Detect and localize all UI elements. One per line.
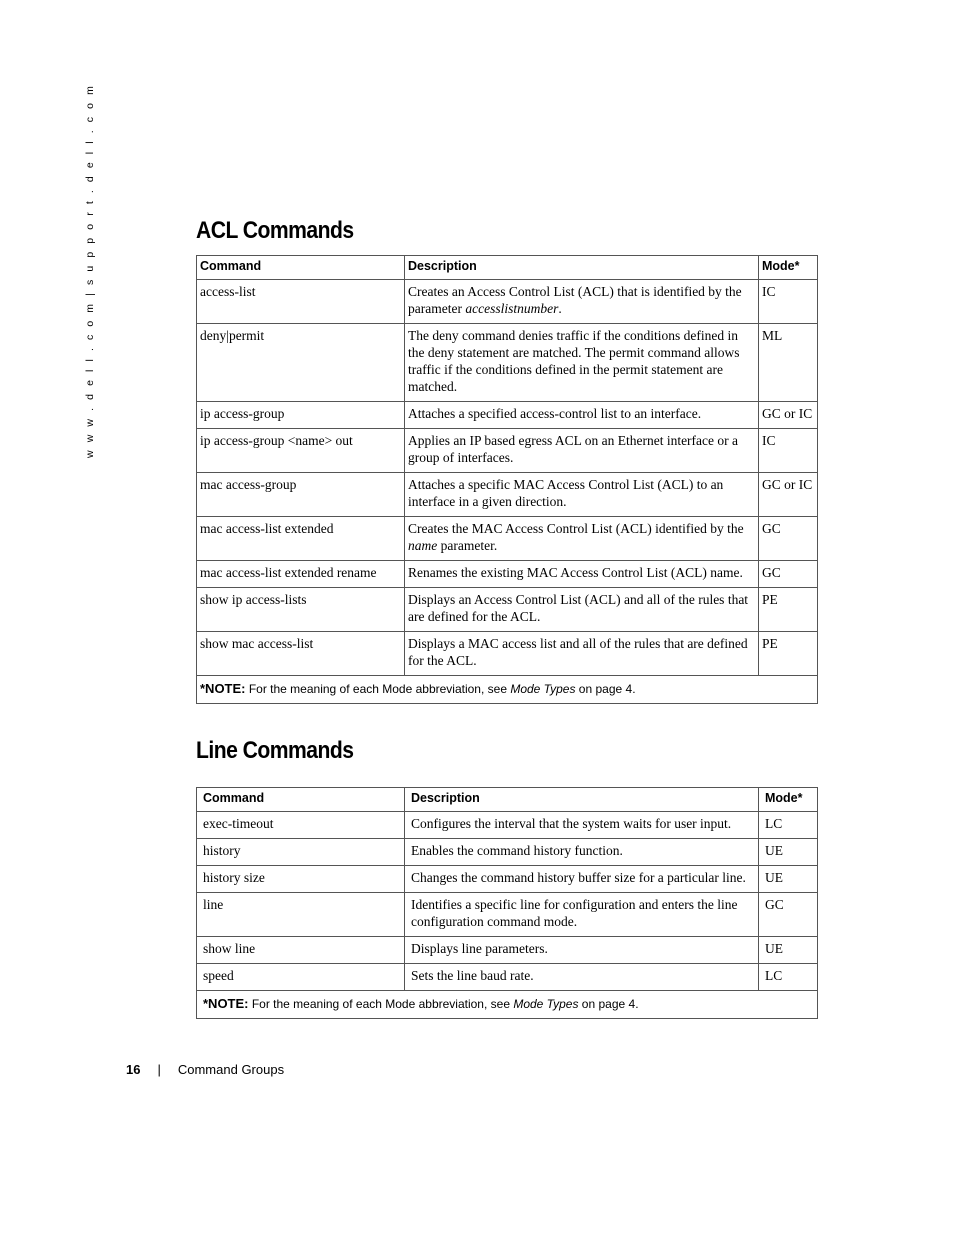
mode-cell: IC [759, 429, 818, 473]
table-row [197, 402, 818, 429]
mode-note: *NOTE: For the meaning of each Mode abbreviation, see Mode Types on page 4. [197, 676, 818, 704]
section-name: Command Groups [177, 1062, 285, 1077]
command-cell: history [197, 839, 405, 866]
note-label: *NOTE: [203, 996, 249, 1011]
mode-cell: GC [759, 561, 818, 588]
table-header-row [197, 256, 818, 280]
line-section-title: Line Commands [196, 737, 354, 764]
description-column-header: Description [405, 788, 759, 812]
mode-cell: GC [759, 517, 818, 561]
mode-cell: GC [759, 893, 818, 937]
table-row [197, 812, 818, 839]
table-row [197, 839, 818, 866]
table-row [197, 280, 818, 324]
description-cell: Changes the command history buffer size for a particular line. [405, 866, 759, 893]
mode-cell: IC [759, 280, 818, 324]
command-cell: access-list [197, 280, 405, 324]
command-cell: mac access-group [197, 473, 405, 517]
command-cell: history size [197, 866, 405, 893]
description-cell: Applies an IP based egress ACL on an Ethernet interface or a group of interfaces. [405, 429, 759, 473]
command-cell: exec-timeout [197, 812, 405, 839]
description-cell: Attaches a specified access-control list to an interface. [405, 402, 759, 429]
command-cell: show ip access-lists [197, 588, 405, 632]
description-cell: Configures the interval that the system waits for user input. [405, 812, 759, 839]
table-header-row [197, 788, 818, 812]
table-row [197, 429, 818, 473]
page-footer [126, 1062, 284, 1077]
mode-types-reference: Mode Types [510, 682, 576, 696]
note-row [197, 991, 818, 1019]
command-cell: show mac access-list [197, 632, 405, 676]
mode-cell: GC or IC [759, 473, 818, 517]
note-row [197, 676, 818, 704]
mode-cell: GC or IC [759, 402, 818, 429]
mode-cell: ML [759, 324, 818, 402]
note-label: *NOTE: [200, 681, 246, 696]
description-cell: Enables the command history function. [405, 839, 759, 866]
mode-types-reference: Mode Types [513, 997, 579, 1011]
command-cell: speed [197, 964, 405, 991]
description-cell: Creates the MAC Access Control List (ACL) identified by the name parameter. [405, 517, 759, 561]
command-cell: deny|permit [197, 324, 405, 402]
command-cell: ip access-group <name> out [197, 429, 405, 473]
mode-cell: LC [759, 812, 818, 839]
command-column-header: Command [197, 788, 405, 812]
table-row [197, 517, 818, 561]
mode-note: *NOTE: For the meaning of each Mode abbreviation, see Mode Types on page 4. [197, 991, 818, 1019]
command-cell: show line [197, 937, 405, 964]
description-cell: The deny command denies traffic if the conditions defined in the deny statement are matched. The permit command allows traffic if the conditions defined in the permit statement are matched. [405, 324, 759, 402]
side-url-text: w w w . d e l l . c o m | s u p p o r t . d e l l . c o m [84, 83, 96, 458]
acl-commands-table [196, 255, 818, 704]
description-cell: Creates an Access Control List (ACL) that is identified by the parameter accesslistnumber. [405, 280, 759, 324]
description-cell: Sets the line baud rate. [405, 964, 759, 991]
table-row [197, 893, 818, 937]
mode-cell: UE [759, 839, 818, 866]
command-cell: line [197, 893, 405, 937]
table-row [197, 937, 818, 964]
page-number: 16 [126, 1062, 141, 1077]
description-cell: Identifies a specific line for configuration and enters the line configuration command mode. [405, 893, 759, 937]
table-row [197, 561, 818, 588]
command-cell: ip access-group [197, 402, 405, 429]
table-row [197, 588, 818, 632]
acl-section-title: ACL Commands [196, 217, 354, 244]
footer-separator: | [157, 1062, 161, 1077]
table-row [197, 866, 818, 893]
mode-column-header: Mode* [759, 788, 818, 812]
mode-cell: PE [759, 632, 818, 676]
mode-cell: UE [759, 866, 818, 893]
description-cell: Displays an Access Control List (ACL) and all of the rules that are defined for the ACL. [405, 588, 759, 632]
description-cell: Attaches a specific MAC Access Control List (ACL) to an interface in a given direction. [405, 473, 759, 517]
description-cell: Renames the existing MAC Access Control List (ACL) name. [405, 561, 759, 588]
command-column-header: Command [197, 256, 405, 280]
table-row [197, 473, 818, 517]
line-commands-table [196, 787, 818, 1019]
mode-column-header: Mode* [759, 256, 818, 280]
description-cell: Displays line parameters. [405, 937, 759, 964]
mode-cell: PE [759, 588, 818, 632]
mode-cell: LC [759, 964, 818, 991]
command-cell: mac access-list extended rename [197, 561, 405, 588]
table-row [197, 632, 818, 676]
description-column-header: Description [405, 256, 759, 280]
table-row [197, 964, 818, 991]
mode-cell: UE [759, 937, 818, 964]
description-cell: Displays a MAC access list and all of the rules that are defined for the ACL. [405, 632, 759, 676]
table-row [197, 324, 818, 402]
command-cell: mac access-list extended [197, 517, 405, 561]
